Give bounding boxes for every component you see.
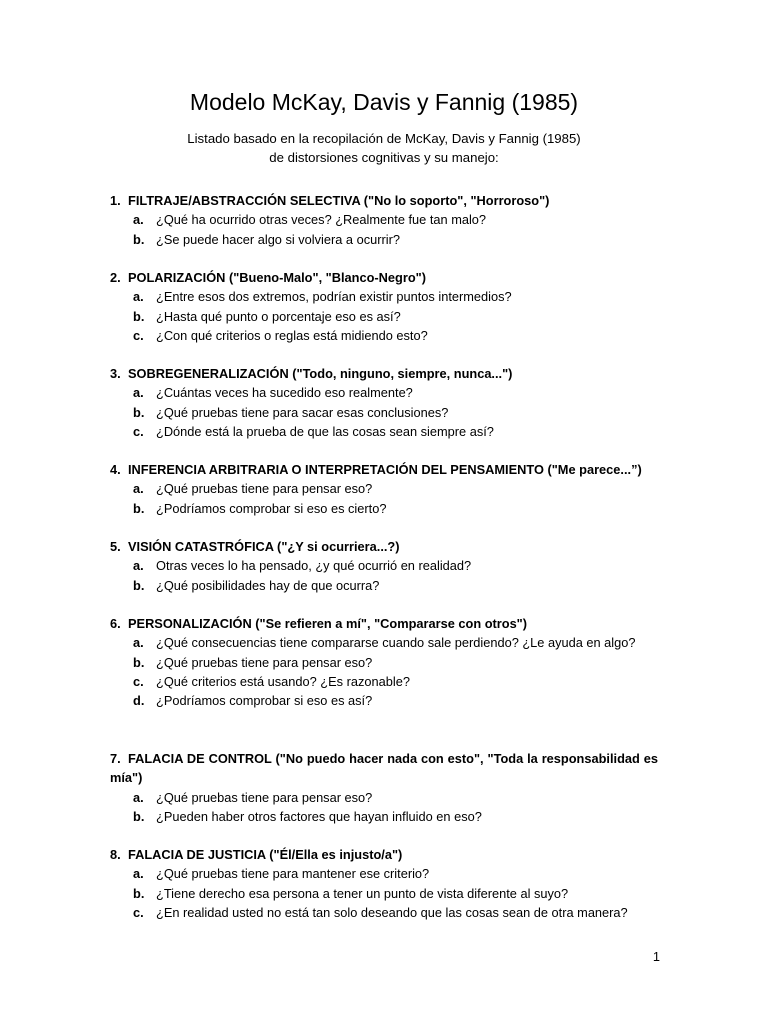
section-heading — [0, 614, 768, 633]
list-item — [0, 499, 768, 518]
item-text: ¿Se puede hacer algo si volviera a ocurrir? — [156, 231, 400, 247]
item-letter: c. — [133, 673, 144, 689]
list-item — [0, 576, 768, 595]
subtitle-line-2: de distorsiones cognitivas y su manejo: — [269, 150, 499, 165]
item-letter: a. — [133, 385, 144, 401]
list-item — [0, 307, 768, 326]
list-item — [0, 903, 768, 922]
item-text: ¿Con qué criterios o reglas está midiendo esto? — [156, 327, 428, 343]
item-text: ¿Qué pruebas tiene para pensar eso? — [156, 654, 373, 670]
item-letter: b. — [133, 231, 145, 247]
distortion-section-5 — [0, 537, 768, 595]
list-item — [0, 691, 768, 710]
list-item — [0, 326, 768, 345]
item-text: ¿Entre esos dos extremos, podrían existir puntos intermedios? — [156, 289, 512, 305]
section-title: SOBREGENERALIZACIÓN ("Todo, ninguno, siempre, nunca...") — [128, 366, 513, 381]
distortion-section-3 — [0, 364, 768, 441]
item-letter: b. — [133, 308, 145, 324]
item-letter: a. — [133, 481, 144, 497]
item-text: ¿Tiene derecho esa persona a tener un punto de vista diferente al suyo? — [156, 885, 569, 901]
section-number: 1. — [110, 193, 121, 208]
item-text: ¿Qué ha ocurrido otras veces? ¿Realmente fue tan malo? — [156, 212, 487, 228]
section-heading — [0, 460, 768, 479]
section-title: POLARIZACIÓN ("Bueno-Malo", "Blanco-Negro") — [128, 270, 426, 285]
item-letter: a. — [133, 558, 144, 574]
list-item — [0, 383, 768, 402]
item-letter: a. — [133, 289, 144, 305]
document-title: Modelo McKay, Davis y Fannig (1985) — [189, 89, 579, 115]
item-letter: a. — [133, 212, 144, 228]
item-letter: c. — [133, 327, 144, 343]
item-letter: b. — [133, 404, 145, 420]
section-title: VISIÓN CATASTRÓFICA ("¿Y si ocurriera...?) — [128, 539, 400, 554]
page-number: 1 — [652, 949, 660, 964]
list-item — [0, 884, 768, 903]
list-item — [0, 287, 768, 306]
item-letter: a. — [133, 635, 144, 651]
section-heading — [0, 845, 768, 864]
item-text: ¿Qué consecuencias tiene compararse cuando sale perdiendo? ¿Le ayuda en algo? — [156, 635, 636, 651]
list-item — [0, 672, 768, 691]
list-item — [0, 653, 768, 672]
distortion-section-4 — [0, 460, 768, 518]
item-text: Otras veces lo ha pensado, ¿y qué ocurrió en realidad? — [156, 558, 472, 574]
section-heading — [0, 749, 768, 788]
item-text: ¿Qué posibilidades hay de que ocurra? — [156, 577, 380, 593]
item-text: ¿Podríamos comprobar si eso es cierto? — [156, 500, 387, 516]
item-text: ¿Qué pruebas tiene para mantener ese criterio? — [156, 866, 430, 882]
list-item — [0, 556, 768, 575]
list-item — [0, 422, 768, 441]
item-text: ¿Hasta qué punto o porcentaje eso es así? — [156, 308, 401, 324]
section-heading — [0, 537, 768, 556]
item-text: ¿Pueden haber otros factores que hayan influido en eso? — [156, 808, 482, 824]
list-item — [0, 479, 768, 498]
item-text: ¿Qué pruebas tiene para pensar eso? — [156, 789, 373, 805]
item-letter: b. — [133, 500, 145, 516]
section-heading — [0, 268, 768, 287]
section-number: 6. — [110, 616, 121, 631]
distortion-section-8 — [0, 845, 768, 922]
section-number: 4. — [110, 462, 121, 477]
list-item — [0, 788, 768, 807]
item-letter: b. — [133, 577, 145, 593]
section-title: FALACIA DE JUSTICIA ("Él/Ella es injusto/a") — [128, 847, 403, 862]
section-number: 2. — [110, 270, 121, 285]
distortion-section-2 — [0, 268, 768, 345]
section-title: FILTRAJE/ABSTRACCIÓN SELECTIVA ("No lo soporto", "Horroroso") — [128, 193, 550, 208]
list-item — [0, 210, 768, 229]
section-title: PERSONALIZACIÓN ("Se refieren a mí", "Compararse con otros") — [128, 616, 528, 631]
section-title: INFERENCIA ARBITRARIA O INTERPRETACIÓN DEL PENSAMIENTO ("Me parece...”) — [128, 462, 642, 477]
list-item — [0, 864, 768, 883]
item-text: ¿Qué pruebas tiene para pensar eso? — [156, 481, 373, 497]
document-subtitle — [0, 129, 768, 167]
item-letter: c. — [133, 423, 144, 439]
subtitle-line-1: Listado basado en la recopilación de McKay, Davis y Fannig (1985) — [187, 131, 581, 146]
item-text: ¿Qué pruebas tiene para sacar esas conclusiones? — [156, 404, 449, 420]
item-letter: c. — [133, 904, 144, 920]
section-heading — [0, 364, 768, 383]
section-number: 5. — [110, 539, 121, 554]
item-letter: a. — [133, 866, 144, 882]
section-number: 8. — [110, 847, 121, 862]
item-letter: b. — [133, 654, 145, 670]
item-text: ¿Qué criterios está usando? ¿Es razonable? — [156, 673, 410, 689]
list-item — [0, 230, 768, 249]
item-text: ¿Podríamos comprobar si eso es así? — [156, 693, 373, 709]
item-letter: b. — [133, 808, 145, 824]
list-item — [0, 403, 768, 422]
list-item — [0, 633, 768, 652]
distortion-section-1 — [0, 191, 768, 249]
section-title: FALACIA DE CONTROL ("No puedo hacer nada con esto", "Toda la responsabilidad es mía") — [110, 751, 658, 786]
item-letter: b. — [133, 885, 145, 901]
section-heading — [0, 191, 768, 210]
item-text: ¿Cuántas veces ha sucedido eso realmente? — [156, 385, 413, 401]
section-number: 7. — [110, 751, 121, 766]
item-text: ¿En realidad usted no está tan solo deseando que las cosas sean de otra manera? — [156, 904, 628, 920]
item-letter: a. — [133, 789, 144, 805]
item-letter: d. — [133, 693, 145, 709]
item-text: ¿Dónde está la prueba de que las cosas sean siempre así? — [156, 423, 494, 439]
list-item — [0, 807, 768, 826]
distortion-section-6 — [0, 614, 768, 710]
distortion-section-7 — [0, 749, 768, 826]
section-number: 3. — [110, 366, 121, 381]
